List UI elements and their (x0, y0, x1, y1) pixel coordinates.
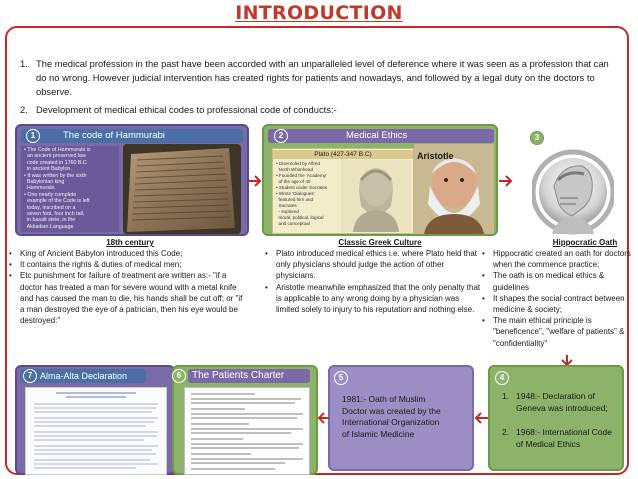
plato-bust-icon (341, 160, 411, 232)
right-arrow-icon (248, 175, 262, 187)
intro-number: 1. (20, 58, 28, 69)
panel-header (21, 129, 243, 143)
page-title: INTRODUCTION (235, 2, 403, 24)
number-badge: 5 (334, 371, 348, 385)
caption-18th-century: 18th century (106, 238, 154, 247)
plato-card-lines: • Disenroled by Alfred North Whitehead • Founded the 'Academy' of the age of 40 • Student under Socrates • Wrote 'Dialogues' featured him and Socrates - explored moral, political, logical and conceptual (276, 161, 328, 226)
panel-header-label: Alma-Alta Declaration (40, 371, 128, 381)
item-number: 1. (502, 391, 510, 401)
number-badge: 3 (530, 131, 544, 145)
oath-text: 1981:- Oath of Muslim Doctor was created by the International Organization of Islamic Medicine (342, 394, 441, 439)
left-arrow-icon (474, 412, 488, 424)
panel-hammurabi (15, 124, 249, 236)
item-text: 1948:- Declaration of Geneva was introduced; (516, 391, 608, 413)
list-item: • King of Ancient Babylon introduced this Code; (9, 248, 249, 259)
panel-patients-charter (172, 365, 318, 475)
document-thumbnail (26, 388, 166, 474)
item-number: 2. (502, 427, 510, 437)
plato-card-title: Plato (427-347 B.C) (273, 150, 413, 159)
hammurabi-text-image (21, 146, 119, 232)
panel-medical-ethics (262, 124, 498, 236)
list-item: • It shapes the social contract between medicine & society; (482, 293, 632, 315)
hippocrates-bust-icon (532, 146, 614, 244)
hammurabi-bullets (9, 248, 249, 326)
intro-number: 2. (20, 104, 28, 115)
alma-alta-document-image (25, 387, 167, 475)
panel-alma-alta (15, 365, 175, 475)
medical-ethics-bullets (265, 248, 481, 315)
list-item: • The oath is on medical ethics & guidelines (482, 270, 632, 292)
plato-card (272, 148, 414, 234)
number-badge: 6 (172, 369, 186, 383)
hammurabi-text-lines: • The Code of Hammurabi is an ancient preserved law code created in 1760 B.C in ancient Babylon. • It was written by the sixth Babylonian king Hammurabi. • One nearly complete example of the Code is left today, inscribed on a seven foot, four inch tall, in basalt stele, in the Akkadian Language (24, 147, 91, 230)
list-item: • Aristotle meanwhile emphasized that the only penalty that is applicable to any wrong doing by a physician was limited solely to injury to his reputation and nothing else. (265, 282, 481, 316)
number-badge: 4 (495, 371, 509, 385)
panel-declarations (488, 365, 624, 471)
item-text: 1968:- International Code of Medical Ethics (516, 427, 612, 449)
hammurabi-stele-image (123, 144, 241, 234)
number-badge: 1 (26, 129, 40, 143)
document-thumbnail (185, 388, 309, 474)
aristotle-label: Aristotle (417, 151, 454, 161)
intro-text: The medical profession in the past have been accorded with an unparalleled level of deference where it was seen as a profession that can do no wrong. However judicial intervention has created rights for patients and nowadays, and followed by a legal duty on the doctors to observe. (36, 58, 609, 97)
right-arrow-icon (499, 175, 513, 187)
list-item: • The main ethical principle is "beneficence", "welfare of patients" & "confidentiality" (482, 315, 632, 349)
stele-illustration (123, 144, 241, 234)
patients-charter-document-image (184, 387, 310, 475)
panel-header (20, 369, 146, 383)
list-item: • Etc punishment for failure of treatment are written as:- "if a doctor has treated a man for severe wound with a metal knife and has caused the man to die, his hands shall be cut off; or "if a man destroyed the eye of a patrician, then his eye would be destroyed:" (9, 270, 249, 326)
list-item: • Plato introduced medical ethics i.e. where Plato held that only physicians should judge the action of other physicians. (265, 248, 481, 282)
panel-header-label: The code of Hammurabi (63, 130, 165, 141)
number-badge: 2 (274, 129, 288, 143)
panel-header-label: The Patients Charter (192, 370, 285, 381)
hippocratic-bullets (482, 248, 632, 349)
panel-header-label: Medical Ethics (346, 130, 408, 141)
list-item: • It contains the rights & duties of medical men; (9, 259, 249, 270)
caption-hippocratic-oath: Hippocratic Oath (552, 238, 618, 247)
panel-header (268, 129, 494, 143)
left-arrow-icon (317, 412, 329, 424)
intro-text: Development of medical ethical codes to professional code of conducts:- (36, 104, 337, 115)
number-badge: 7 (23, 369, 37, 383)
caption-classic-greek: Classic Greek Culture (338, 238, 422, 247)
list-item: • Hippocratic created an oath for doctors when the commence practice; (482, 248, 632, 270)
panel-oath-muslim-doctor (328, 365, 474, 471)
panel-header (188, 369, 310, 383)
